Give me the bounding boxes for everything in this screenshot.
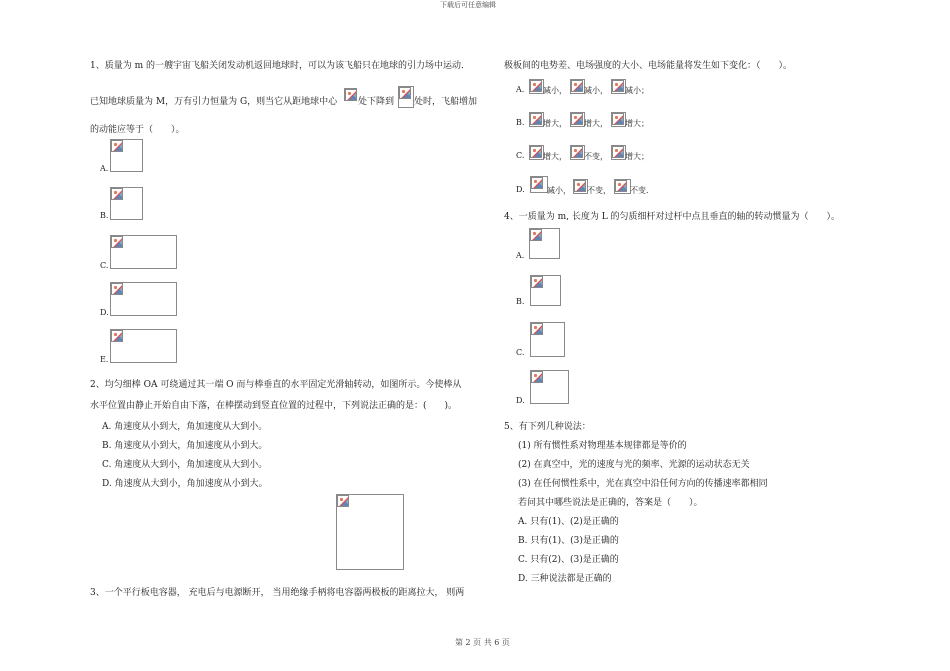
q1-line2c: 处时，飞船增加 xyxy=(414,97,478,107)
q3-option-a-part2: 减小， xyxy=(584,86,608,95)
q1-option-b-formula-image xyxy=(110,187,143,220)
q4-option-d-formula-image xyxy=(530,370,569,404)
broken-image-icon xyxy=(531,276,543,288)
formula-image-icon xyxy=(570,112,585,127)
broken-image-icon xyxy=(530,113,542,125)
q3-option-d-part2: 不变， xyxy=(587,186,611,195)
page-footer: 第 2 页 共 6 页 xyxy=(455,638,510,647)
broken-image-icon xyxy=(612,80,624,92)
q1-option-d-formula-image xyxy=(110,282,177,316)
formula-image-icon xyxy=(611,145,626,160)
q3-option-c-part1: 增大， xyxy=(543,152,567,161)
q3-option-b-part1: 增大， xyxy=(543,119,567,128)
formula-image-icon xyxy=(529,79,544,94)
q3-option-a-part3: 减小； xyxy=(625,86,649,95)
q1-option-d-label: D. xyxy=(100,308,109,317)
q3-line1: 3、一个平行板电容器， 充电后与电源断开， 当用绝缘手柄将电容器两极板的距离拉大， 则两 xyxy=(90,588,465,598)
q3-option-a-part1: 减小， xyxy=(543,86,567,95)
q5-line1: 5、有下列几种说法： xyxy=(504,422,591,432)
q4-option-a-formula-image xyxy=(529,228,560,259)
broken-image-icon xyxy=(111,283,123,295)
q1-line1: 1、质量为 m 的一艘宇宙飞船关闭发动机返回地球时，可以为该飞船只在地球的引力场中运动． xyxy=(90,61,470,71)
q2-line2: 水平位置由静止开始自由下落，在棒摆动到竖直位置的过程中，下列说法正确的是：( )。 xyxy=(90,401,458,411)
broken-image-icon xyxy=(531,323,543,335)
q5-statement-2: (2) 在真空中，光的速度与光的频率、光源的运动状态无关 xyxy=(518,460,750,470)
q5-option-d: D. 三种说法都是正确的 xyxy=(518,574,612,584)
formula-image-icon xyxy=(530,176,548,193)
q4-option-a-label: A. xyxy=(516,251,525,260)
broken-image-icon xyxy=(337,495,349,507)
q1-option-b-label: B. xyxy=(100,211,109,220)
formula-image-icon xyxy=(344,88,357,101)
q3-option-b-part2: 增大， xyxy=(584,119,608,128)
broken-image-icon xyxy=(531,371,543,383)
q1-line2b: 处下降到 xyxy=(358,97,395,107)
q4-option-d-label: D. xyxy=(516,396,525,405)
q2-option-a: A. 角速度从小到大，角加速度从大到小。 xyxy=(102,422,268,432)
q5-option-a: A. 只有(1)、(2)是正确的 xyxy=(518,517,619,527)
q1-option-e-formula-image xyxy=(110,329,177,363)
formula-image-icon xyxy=(611,79,626,94)
q2-figure-image xyxy=(336,494,404,570)
broken-image-icon xyxy=(111,188,123,200)
broken-image-icon xyxy=(571,146,583,158)
formula-image-icon xyxy=(570,145,585,160)
q1-line2a: 已知地球质量为 M，万有引力恒量为 G，则当它从距地球中心 xyxy=(90,97,338,107)
broken-image-icon xyxy=(111,330,123,342)
q4-line1: 4、一质量为 m, 长度为 L 的匀质细杆对过杆中点且垂直的轴的转动惯量为（ ）。 xyxy=(504,212,841,222)
q3-option-c-part3: 增大； xyxy=(625,152,649,161)
formula-image-icon xyxy=(573,179,588,194)
broken-image-icon xyxy=(612,146,624,158)
q5-option-b: B. 只有(1)、(3)是正确的 xyxy=(518,536,619,546)
broken-image-icon xyxy=(530,146,542,158)
broken-image-icon xyxy=(111,140,123,152)
broken-image-icon xyxy=(531,177,543,189)
q3-option-a-label: A. xyxy=(516,85,525,94)
q3-option-d-part3: 不变. xyxy=(630,186,649,195)
q4-option-c-label: C. xyxy=(516,348,525,357)
broken-image-icon xyxy=(571,80,583,92)
q3-line2: 极板间的电势差、电场强度的大小、电场能量将发生如下变化：（ ）。 xyxy=(504,61,793,71)
q3-option-c-label: C. xyxy=(516,151,525,160)
q2-option-b: B. 角速度从小到大，角加速度从小到大。 xyxy=(102,441,268,451)
broken-image-icon xyxy=(111,236,123,248)
q4-option-c-formula-image xyxy=(530,322,565,357)
broken-image-icon xyxy=(399,87,411,99)
q4-option-b-label: B. xyxy=(516,297,525,306)
formula-image-icon xyxy=(614,179,631,194)
formula-image-icon xyxy=(529,145,544,160)
q1-option-c-formula-image xyxy=(110,235,177,269)
q3-option-c-part2: 不变， xyxy=(584,152,608,161)
q5-statement-3: (3) 在任何惯性系中，光在真空中沿任何方向的传播速率都相同 xyxy=(518,479,768,489)
q2-option-c: C. 角速度从大到小，角加速度从大到小。 xyxy=(102,460,268,470)
formula-image-icon xyxy=(570,79,585,94)
q3-option-d-part1: 减小， xyxy=(547,186,571,195)
q1-option-a-formula-image xyxy=(110,139,143,172)
formula-image-icon xyxy=(529,112,544,127)
q1-option-e-label: E. xyxy=(100,355,109,364)
q5-ask: 若问其中哪些说法是正确的，答案是（ ）。 xyxy=(518,498,703,508)
q5-option-c: C. 只有(2)、(3)是正确的 xyxy=(518,555,619,565)
formula-image-icon xyxy=(398,86,414,108)
q2-option-d: D. 角速度从大到小，角加速度从小到大。 xyxy=(102,479,268,489)
broken-image-icon xyxy=(530,80,542,92)
q5-statement-1: (1) 所有惯性系对物理基本规律都是等价的 xyxy=(518,441,687,451)
q1-option-a-label: A. xyxy=(100,164,109,173)
q2-line1: 2、均匀细棒 OA 可绕通过其一端 O 而与棒垂直的水平固定光滑轴转动，如图所示。今使棒从 xyxy=(90,380,462,390)
q3-option-b-part3: 增大； xyxy=(625,119,649,128)
q3-option-b-label: B. xyxy=(516,118,525,127)
page-header: 下载后可任意编辑 xyxy=(440,1,496,9)
broken-image-icon xyxy=(530,229,542,241)
formula-image-icon xyxy=(611,112,626,127)
broken-image-icon xyxy=(571,113,583,125)
broken-image-icon xyxy=(574,180,586,192)
q4-option-b-formula-image xyxy=(530,275,561,306)
broken-image-icon xyxy=(345,89,357,101)
q3-option-d-label: D. xyxy=(516,185,525,194)
broken-image-icon xyxy=(612,113,624,125)
broken-image-icon xyxy=(615,180,627,192)
q1-line3: 的动能应等于（ ）。 xyxy=(90,125,185,135)
q1-option-c-label: C. xyxy=(100,261,109,270)
